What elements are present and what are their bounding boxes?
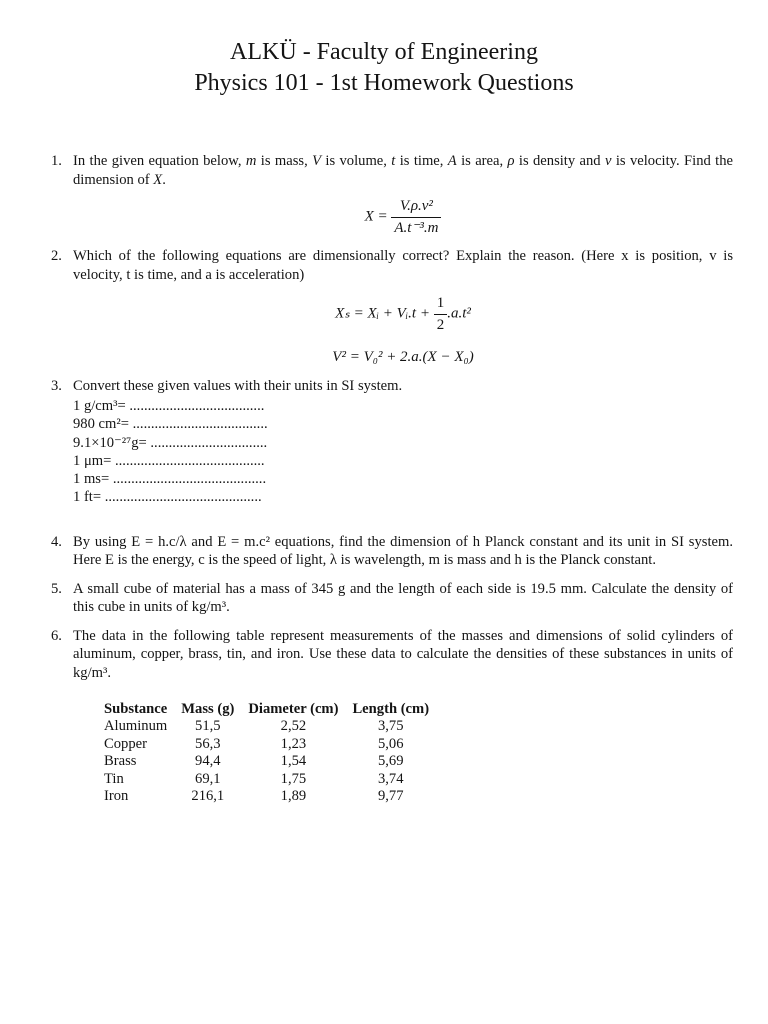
table-cell: 216,1 [191,787,225,804]
table-cell: Iron [104,787,129,804]
question-2 [51,247,733,367]
fraction-numerator: V.ρ.v² [391,197,441,218]
table-row [104,718,436,735]
question-4 [51,533,733,570]
table-cell: 2,52 [280,718,307,735]
fraction-denominator: A.t⁻³.m [394,219,439,236]
table-header: Length (cm) [352,701,430,718]
table-row [104,788,436,805]
table-cell: 1,54 [280,753,307,770]
table-cell: 1,23 [280,735,307,752]
table-cell: 3,74 [377,770,404,787]
question-number: 4. [51,533,62,550]
question-number: 2. [51,248,62,264]
equation-x [73,197,733,237]
table-cell: 5,06 [377,735,404,752]
question-5 [51,580,733,617]
institution-title: ALKÜ - Faculty of Engineering [230,39,538,65]
question-3 [51,377,733,507]
question-number: 3. [51,377,62,394]
table-row [104,771,436,788]
table-row [104,736,436,753]
table-row [104,753,436,770]
equation-position: Xₛ = Xᵢ + Vᵢ.t + $\frac{1}{2}$ .a.t² [335,295,471,333]
question-text: In the given equation below, m is mass, V is volume, t is time, A is area, ρ is density and v is velocity. Find the dimension of X. [73,153,733,188]
question-number: 1. [51,153,62,169]
question-6 [51,627,733,683]
conversion-item: 1 ms= .......................................... [73,471,267,488]
cylinder-data-table [104,700,436,805]
table-header-row [104,700,436,718]
question-text: Which of the following equations are dimensionally correct? Explain the reason. (Here x is position, v is velocity, t is time, and a is acceleration) [73,248,733,283]
question-text: Convert these given values with their units in SI system. [73,377,403,394]
table-header: Mass (g) [181,701,235,718]
table-header: Diameter (cm) [248,701,339,718]
conversion-item: 9.1×10⁻²⁷g= ................................ [73,434,268,451]
question-text: A small cube of material has a mass of 345 g and the length of each side is 19.5 mm. Calculate the density of this cube in units of kg/m³. [73,580,733,616]
conversion-item: 980 cm²= ..................................... [73,416,268,433]
conversion-item: 1 μm= ......................................... [73,452,265,469]
question-1 [51,152,733,237]
table-cell: 9,77 [377,787,404,804]
table-cell: Copper [104,735,147,752]
equation-lhs: X = [364,208,388,225]
question-number: 5. [51,580,62,597]
table-cell: 94,4 [195,753,221,770]
table-cell: 3,75 [377,718,404,735]
table-cell: 69,1 [195,770,221,787]
table-cell: 1,89 [280,787,307,804]
table-cell: Tin [104,770,124,787]
questions-list [0,150,768,805]
table-cell: 1,75 [280,770,307,787]
question-text: The data in the following table represent measurements of the masses and dimensions of solid cylinders of aluminum, copper, brass, tin, and iron. Use these data to calculate the densities of these substances in units of kg/m³. [73,627,733,681]
table-cell: Brass [104,753,137,770]
homework-title: Physics 101 - 1st Homework Questions [194,70,574,96]
question-number: 6. [51,627,62,644]
table-cell: Aluminum [104,718,168,735]
question-text: By using E = h.c/λ and E = m.c² equations, find the dimension of h Planck constant and its unit in SI system. Here E is the energy, c is the speed of light, λ is wavelength, m is mass and h is the Planck constant. [73,533,733,569]
conversion-item: 1 ft= ........................................... [73,489,262,506]
equation-fraction [391,197,441,237]
conversion-list [73,397,733,507]
table-cell: 56,3 [195,735,221,752]
equation-velocity: V² = V₀² + 2.a.(X − X₀) [332,349,474,365]
table-cell: 51,5 [195,718,221,735]
equation-fraction: $\frac{1}{2}$ [434,294,448,334]
table-cell: 5,69 [377,753,404,770]
document-header [0,37,768,99]
table-header: Substance [104,701,168,718]
conversion-item: 1 g/cm³= ..................................... [73,398,265,414]
